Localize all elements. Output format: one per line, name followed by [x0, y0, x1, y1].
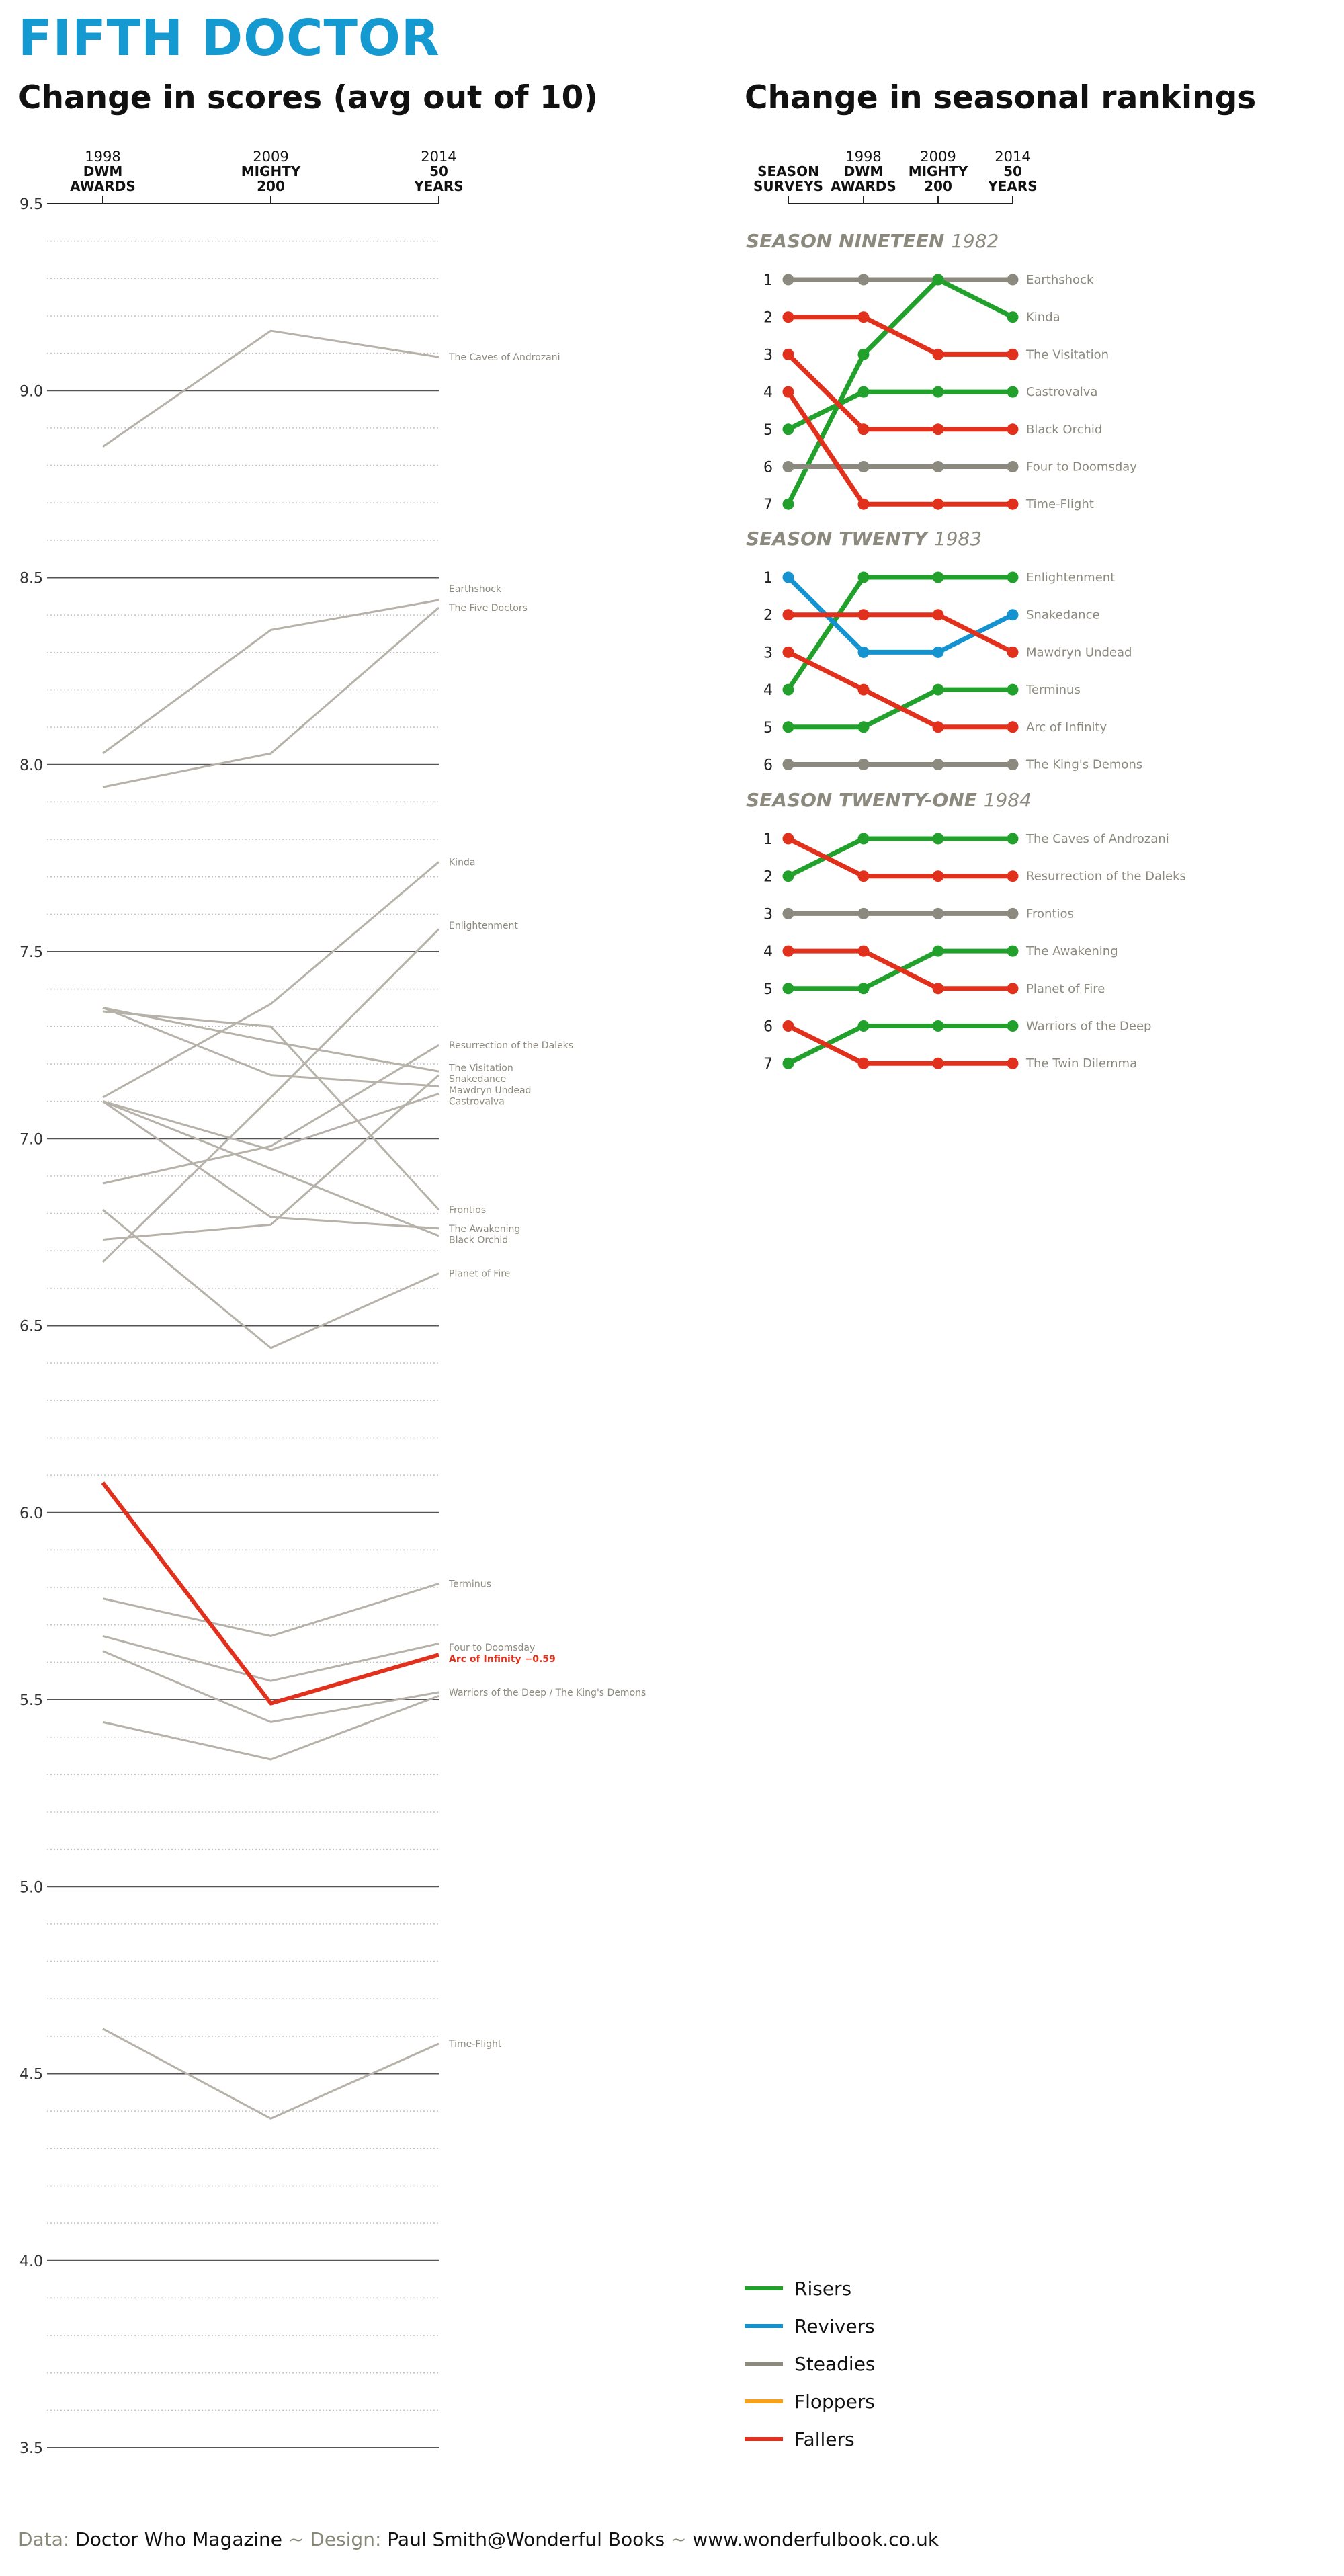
story-point	[1007, 647, 1019, 658]
x-header-label: AWARDS	[70, 178, 136, 194]
story-point	[1007, 684, 1019, 696]
season-title	[746, 230, 999, 252]
y-tick-label: 7.5	[19, 944, 43, 961]
story-label: Enlightenment	[1026, 571, 1116, 585]
footer-designer: Paul Smith@Wonderful Books	[387, 2528, 665, 2550]
story-point	[858, 461, 870, 472]
y-tick-label: 3.5	[19, 2440, 43, 2457]
story-point	[858, 684, 870, 696]
rank-number: 2	[763, 309, 773, 327]
footer-url: www.wonderfulbook.co.uk	[692, 2528, 939, 2550]
series-end-label: Castrovalva	[449, 1096, 505, 1108]
story-point	[1007, 1020, 1019, 1032]
scores-chart-title: Change in scores (avg out of 10)	[18, 79, 598, 116]
x-header-label: 200	[924, 178, 952, 194]
story-point	[933, 572, 944, 583]
series-line	[103, 608, 439, 787]
season-year: 1983	[933, 528, 982, 550]
series-end-label: Mawdryn Undead	[449, 1085, 532, 1096]
story-label: Mawdryn Undead	[1026, 645, 1132, 660]
series-line	[103, 1102, 439, 1236]
y-tick-label: 9.5	[19, 196, 43, 213]
legend-label: Floppers	[794, 2391, 875, 2413]
y-tick-label: 8.0	[19, 757, 43, 774]
legend-label: Steadies	[794, 2353, 876, 2375]
series-line	[103, 1483, 439, 1703]
rankings-slope-chart	[746, 149, 1186, 1073]
x-header-label: YEARS	[414, 178, 464, 194]
x-header-label: MIGHTY	[908, 163, 968, 179]
story-point	[1007, 609, 1019, 620]
rank-number: 4	[763, 384, 773, 402]
series-end-label: Terminus	[449, 1579, 491, 1590]
rank-number: 7	[763, 1056, 773, 1073]
story-point	[933, 870, 944, 882]
story-point	[783, 721, 794, 733]
x-header-year: 2014	[421, 149, 457, 165]
story-point	[858, 609, 870, 620]
legend-item	[745, 2353, 876, 2375]
story-point	[783, 684, 794, 696]
story-point	[1007, 274, 1019, 286]
x-header-label: YEARS	[988, 178, 1038, 194]
series-end-label: Snakedance	[449, 1074, 507, 1085]
x-header-year: 1998	[85, 149, 121, 165]
series-end-label: Earthshock	[449, 584, 502, 595]
story-point	[858, 499, 870, 510]
rank-number: 6	[763, 757, 773, 774]
story-point	[1007, 759, 1019, 770]
legend-label: Revivers	[794, 2315, 875, 2337]
y-tick-label: 8.5	[19, 570, 43, 587]
x-header-label: MIGHTY	[241, 163, 301, 179]
story-point	[933, 499, 944, 510]
x-header-label: SEASON	[757, 163, 819, 179]
story-point	[1007, 423, 1019, 435]
rank-number: 6	[763, 1018, 773, 1036]
x-header-label: DWM	[83, 163, 123, 179]
y-tick-label: 6.5	[19, 1318, 43, 1335]
story-label: Time-Flight	[1026, 497, 1094, 512]
rank-number: 3	[763, 645, 773, 662]
story-line	[788, 392, 1013, 429]
rank-number: 4	[763, 944, 773, 961]
story-point	[783, 572, 794, 583]
footer-separator: ~	[288, 2528, 304, 2550]
legend-label: Fallers	[794, 2428, 855, 2450]
story-series	[783, 386, 1094, 512]
season-title	[746, 528, 982, 550]
story-point	[783, 386, 794, 398]
rank-number: 3	[763, 347, 773, 364]
x-header-label: 50	[429, 163, 448, 179]
story-point	[783, 1058, 794, 1069]
story-point	[858, 721, 870, 733]
story-point	[1007, 499, 1019, 510]
footer-credits	[18, 2528, 939, 2550]
x-header-year: 2014	[995, 149, 1031, 165]
x-header-label: SURVEYS	[753, 178, 824, 194]
season-name: SEASON TWENTY-ONE	[746, 789, 984, 811]
season-year: 1984	[983, 789, 1032, 811]
story-point	[1007, 833, 1019, 845]
story-point	[858, 759, 870, 770]
story-point	[1007, 461, 1019, 472]
story-point	[858, 311, 870, 323]
rank-number: 2	[763, 868, 773, 886]
story-label: Earthshock	[1026, 273, 1094, 287]
story-point	[783, 759, 794, 770]
series-line	[103, 1584, 439, 1636]
story-point	[1007, 1058, 1019, 1069]
story-point	[783, 1020, 794, 1032]
y-tick-label: 5.5	[19, 1692, 43, 1709]
story-label: The King's Demons	[1026, 757, 1143, 772]
series-line	[103, 1045, 439, 1183]
legend-item	[745, 2428, 855, 2450]
y-tick-label: 4.5	[19, 2066, 43, 2083]
story-point	[858, 1020, 870, 1032]
story-label: Castrovalva	[1026, 385, 1098, 400]
story-label: Black Orchid	[1026, 422, 1103, 437]
story-point	[933, 721, 944, 733]
story-label: The Caves of Androzani	[1026, 832, 1169, 846]
rankings-chart-title: Change in seasonal rankings	[745, 79, 1257, 116]
story-point	[1007, 572, 1019, 583]
rank-number: 5	[763, 421, 773, 439]
story-point	[858, 946, 870, 957]
story-label: Snakedance	[1026, 608, 1100, 622]
series-end-label: The Caves of Androzani	[449, 352, 560, 364]
rank-number: 1	[763, 570, 773, 587]
series-line	[103, 1636, 439, 1681]
season-title	[746, 789, 1032, 811]
series-end-label: The Awakening	[449, 1223, 521, 1235]
story-series	[783, 907, 1074, 921]
story-label: Terminus	[1026, 683, 1081, 698]
y-tick-label: 9.0	[19, 383, 43, 401]
story-point	[783, 983, 794, 994]
story-point	[1007, 983, 1019, 994]
legend-item	[745, 2391, 875, 2413]
rank-number: 3	[763, 906, 773, 923]
story-point	[858, 349, 870, 360]
rank-number: 7	[763, 497, 773, 514]
footer-data-source: Doctor Who Magazine	[75, 2528, 282, 2550]
story-label: Four to Doomsday	[1026, 460, 1137, 474]
series-end-label: Four to Doomsday	[449, 1643, 536, 1654]
season-section	[746, 528, 1142, 774]
story-point	[1007, 870, 1019, 882]
series-end-label: Arc of Infinity −0.59	[449, 1653, 556, 1665]
story-point	[783, 609, 794, 620]
series-line	[103, 331, 439, 447]
story-point	[1007, 386, 1019, 398]
season-year: 1982	[951, 230, 999, 252]
story-point	[1007, 946, 1019, 957]
story-point	[1007, 908, 1019, 919]
rank-number: 5	[763, 719, 773, 737]
season-section	[746, 230, 1137, 513]
story-point	[783, 423, 794, 435]
story-point	[933, 1020, 944, 1032]
story-line	[788, 317, 1013, 355]
x-header-year: 2009	[253, 149, 289, 165]
series-end-label: The Visitation	[449, 1063, 513, 1074]
story-line	[788, 839, 1013, 876]
series-line	[103, 929, 439, 1262]
season-name: SEASON TWENTY	[746, 528, 934, 550]
legend-label: Risers	[794, 2278, 852, 2300]
story-point	[933, 908, 944, 919]
rank-number: 1	[763, 272, 773, 289]
footer-design-label: Design:	[310, 2528, 382, 2550]
x-header-year: 1998	[845, 149, 882, 165]
series-end-label: Time-Flight	[449, 2038, 502, 2050]
story-point	[858, 908, 870, 919]
story-point	[933, 423, 944, 435]
story-label: Warriors of the Deep	[1026, 1019, 1152, 1034]
legend	[745, 2278, 876, 2450]
story-point	[783, 833, 794, 845]
story-line	[788, 615, 1013, 653]
story-line	[788, 951, 1013, 989]
series-line	[103, 600, 439, 753]
story-point	[933, 461, 944, 472]
story-label: Resurrection of the Daleks	[1026, 869, 1186, 884]
series-end-label: Planet of Fire	[449, 1268, 511, 1280]
story-label: Kinda	[1026, 310, 1060, 325]
series-line	[103, 1008, 439, 1072]
story-point	[783, 349, 794, 360]
story-point	[858, 870, 870, 882]
story-point	[1007, 349, 1019, 360]
story-point	[933, 983, 944, 994]
story-point	[783, 461, 794, 472]
y-tick-label: 7.0	[19, 1131, 43, 1149]
y-tick-label: 6.0	[19, 1505, 43, 1522]
story-point	[933, 386, 944, 398]
story-point	[783, 870, 794, 882]
story-point	[858, 274, 870, 286]
x-header-label: AWARDS	[831, 178, 896, 194]
story-point	[858, 386, 870, 398]
story-point	[933, 946, 944, 957]
series-end-label: The Five Doctors	[449, 603, 528, 614]
story-series	[783, 758, 1143, 772]
series-end-label: Enlightenment	[449, 921, 518, 932]
story-point	[858, 1058, 870, 1069]
story-point	[933, 759, 944, 770]
story-line	[788, 1026, 1013, 1064]
story-point	[933, 833, 944, 845]
story-point	[933, 274, 944, 286]
rank-number: 6	[763, 459, 773, 476]
series-line	[103, 1210, 439, 1348]
story-point	[783, 274, 794, 286]
story-label: The Twin Dilemma	[1026, 1056, 1138, 1071]
story-point	[933, 349, 944, 360]
page-title: FIFTH DOCTOR	[18, 9, 440, 67]
rank-number: 4	[763, 682, 773, 700]
story-point	[783, 311, 794, 323]
story-point	[1007, 311, 1019, 323]
story-point	[858, 572, 870, 583]
story-point	[933, 609, 944, 620]
series-line	[103, 1651, 439, 1722]
x-header-label: DWM	[843, 163, 884, 179]
story-point	[783, 908, 794, 919]
story-point	[933, 1058, 944, 1069]
x-header-label: 50	[1003, 163, 1022, 179]
scores-line-chart	[19, 149, 646, 2457]
y-tick-label: 5.0	[19, 1879, 43, 1897]
season-name: SEASON NINETEEN	[746, 230, 952, 252]
story-point	[858, 423, 870, 435]
story-label: Planet of Fire	[1026, 981, 1105, 996]
story-label: The Awakening	[1026, 944, 1118, 959]
footer-separator: ~	[670, 2528, 687, 2550]
story-label: Arc of Infinity	[1026, 720, 1107, 735]
series-end-label: Kinda	[449, 857, 476, 868]
legend-item	[745, 2278, 851, 2300]
story-point	[858, 983, 870, 994]
season-section	[746, 789, 1186, 1073]
story-point	[783, 499, 794, 510]
story-label: The Visitation	[1026, 347, 1109, 362]
y-tick-label: 4.0	[19, 2253, 43, 2270]
series-end-label: Resurrection of the Daleks	[449, 1040, 574, 1052]
series-end-label: Frontios	[449, 1204, 487, 1216]
story-point	[783, 946, 794, 957]
story-line	[788, 392, 1013, 504]
story-label: Frontios	[1026, 907, 1074, 921]
rank-number: 1	[763, 831, 773, 848]
story-point	[1007, 721, 1019, 733]
legend-item	[745, 2315, 875, 2337]
story-point	[933, 684, 944, 696]
series-end-label: Black Orchid	[449, 1235, 509, 1246]
story-point	[858, 833, 870, 845]
x-header-label: 200	[257, 178, 285, 194]
footer-data-label: Data:	[18, 2528, 70, 2550]
rank-number: 2	[763, 607, 773, 624]
x-header-year: 2009	[920, 149, 956, 165]
story-point	[858, 647, 870, 658]
rank-number: 5	[763, 981, 773, 998]
series-end-label: Warriors of the Deep / The King's Demons	[449, 1687, 646, 1698]
story-point	[933, 647, 944, 658]
story-point	[783, 647, 794, 658]
